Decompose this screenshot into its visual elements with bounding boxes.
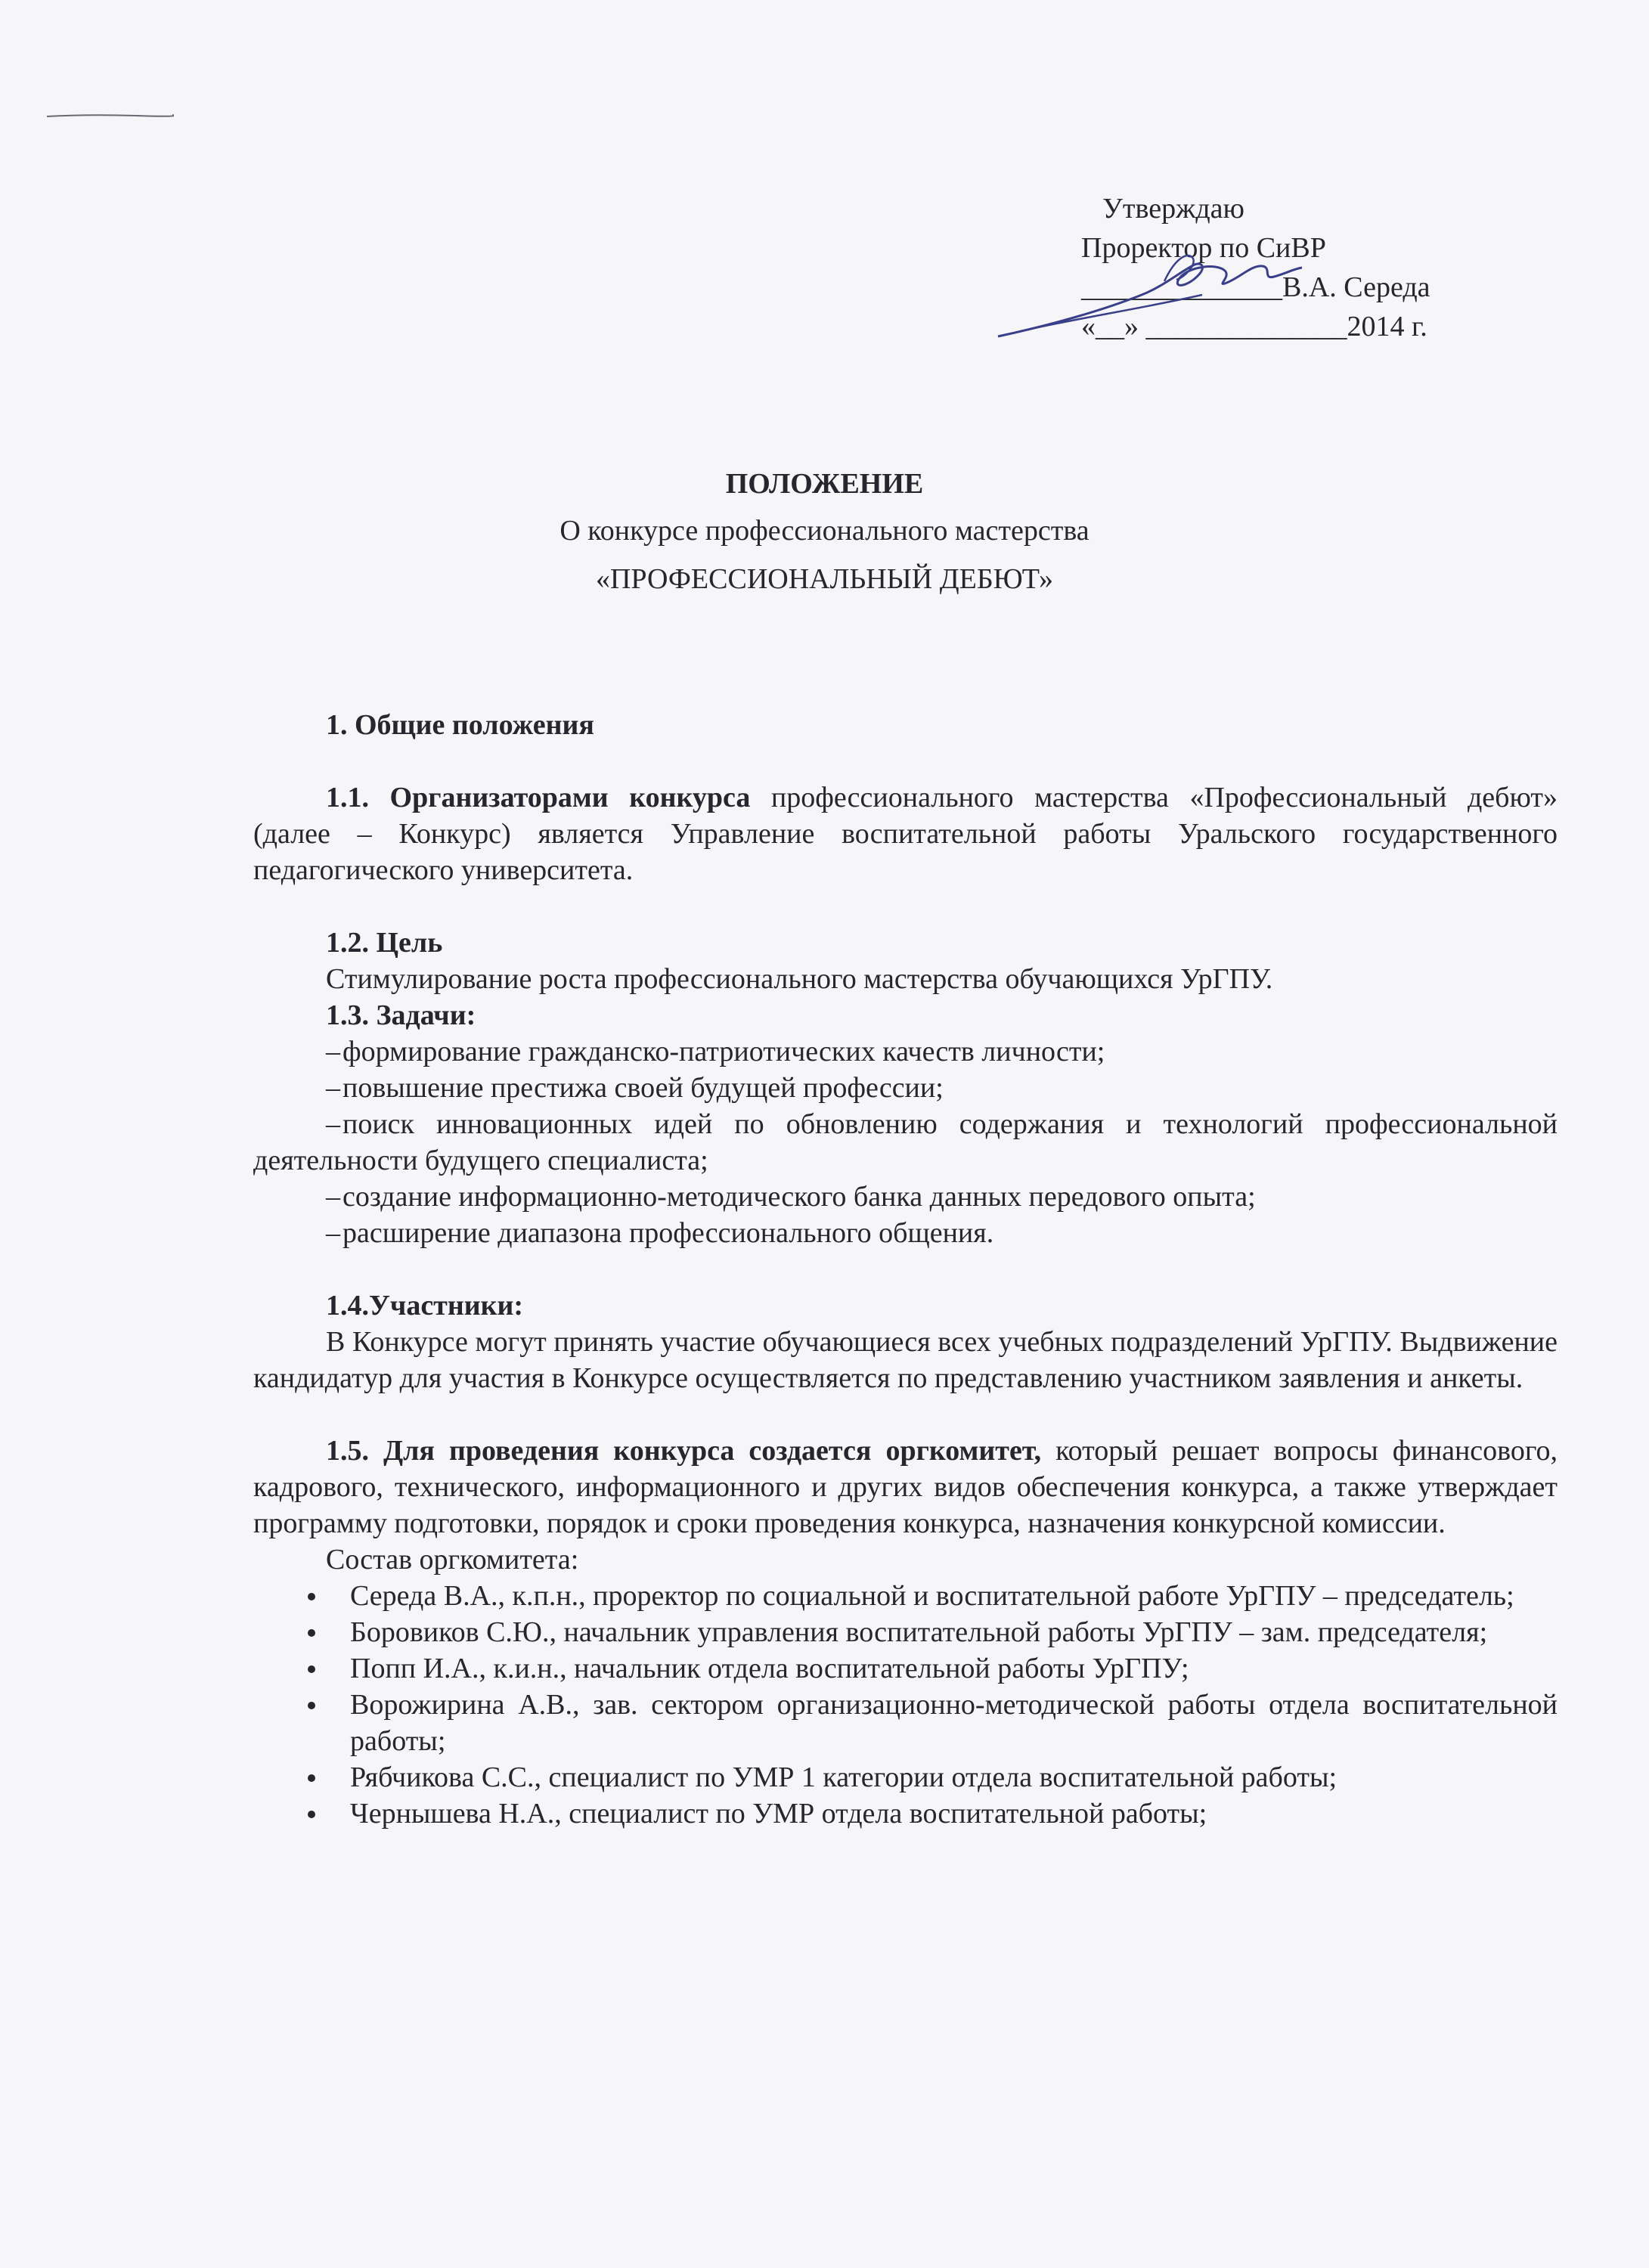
approval-line-position: Проректор по СиВР	[1081, 232, 1326, 264]
bullet-icon	[308, 1665, 315, 1673]
list-item: –расширение диапазона профессионального общения.	[326, 1217, 994, 1249]
list-item: –создание информационно-методического банка данных передового опыта;	[326, 1181, 1256, 1213]
list-item: Попп И.А., к.и.н., начальник отдела воспитательной работы УрГПУ;	[253, 1650, 1558, 1687]
scan-mark	[45, 113, 174, 118]
paragraph-1-2-heading: 1.2. Цель	[326, 927, 443, 959]
handwritten-signature	[990, 242, 1308, 348]
paragraph-1-3-heading: 1.3. Задачи:	[326, 999, 476, 1031]
contest-name: «ПРОФЕССИОНАЛЬНЫЙ ДЕБЮТ»	[595, 563, 1054, 595]
approval-line-approve: Утверждаю	[1102, 193, 1244, 225]
list-item: Ворожирина А.В., зав. сектором организационно-методической работы отдела воспитательной работы;	[253, 1687, 1558, 1759]
section-1-heading: 1. Общие положения	[326, 709, 594, 741]
list-item: –формирование гражданско-патриотических качеств личности;	[326, 1036, 1105, 1067]
approval-line-date: «__» ______________2014 г.	[1081, 311, 1427, 342]
list-item: –поиск инновационных идей по обновлению содержания и технологий профессиональной деятельности будущего специалиста;	[253, 1108, 1558, 1176]
bullet-icon	[308, 1629, 315, 1637]
list-item: –повышение престижа своей будущей профессии;	[326, 1072, 944, 1104]
list-item: Чернышева Н.А., специалист по УМР отдела воспитательной работы;	[253, 1796, 1558, 1832]
paragraph-1-1	[253, 779, 1558, 888]
paragraph-1-5-lead: 1.5. Для проведения конкурса создается оргкомитет,	[326, 1435, 1042, 1467]
paragraph-1-1-lead: 1.1. Организаторами конкурса	[326, 782, 751, 813]
list-item: Рябчикова С.С., специалист по УМР 1 категории отдела воспитательной работы;	[253, 1759, 1558, 1796]
paragraph-1-4-heading: 1.4.Участники:	[326, 1290, 524, 1321]
paragraph-1-2-text: Стимулирование роста профессионального мастерства обучающихся УрГПУ.	[326, 963, 1273, 995]
bullet-icon	[308, 1702, 315, 1709]
document-title: ПОЛОЖЕНИЕ	[725, 468, 924, 500]
tasks-list	[253, 1033, 1558, 1251]
bullet-icon	[308, 1593, 315, 1600]
approval-line-signature: ______________В.А. Середа	[1081, 271, 1430, 303]
document-subtitle: О конкурсе профессионального мастерства	[559, 515, 1090, 547]
paragraph-1-1-text: профессионального мастерства «Профессиональный дебют» (далее – Конкурс) является Управление воспитательной работы Уральского государственного педагогического университета.	[253, 782, 1558, 886]
paragraph-1-5	[253, 1433, 1558, 1541]
document-title-block	[0, 461, 1649, 603]
bullet-icon	[308, 1774, 315, 1782]
committee-list	[253, 1578, 1558, 1832]
document-body	[253, 707, 1558, 1832]
paragraph-1-4-text: В Конкурсе могут принять участие обучающиеся всех учебных подразделений УрГПУ. Выдвижение кандидатур для участия в Конкурсе осуществляется по представлению участником заявления и анкеты.	[253, 1326, 1558, 1394]
committee-label: Состав оргкомитета:	[326, 1544, 579, 1576]
list-item: Середа В.А., к.п.н., проректор по социальной и воспитательной работе УрГПУ – председатель;	[253, 1578, 1558, 1614]
paragraph-1-5-text: который решает вопросы финансового, кадрового, технического, информационного и других видов обеспечения конкурса, а также утверждает программу подготовки, порядок и сроки проведения конкурса, назначения конкурсной комиссии.	[253, 1435, 1558, 1539]
bullet-icon	[308, 1811, 315, 1818]
list-item: Боровиков С.Ю., начальник управления воспитательной работы УрГПУ – зам. председателя;	[253, 1614, 1558, 1650]
